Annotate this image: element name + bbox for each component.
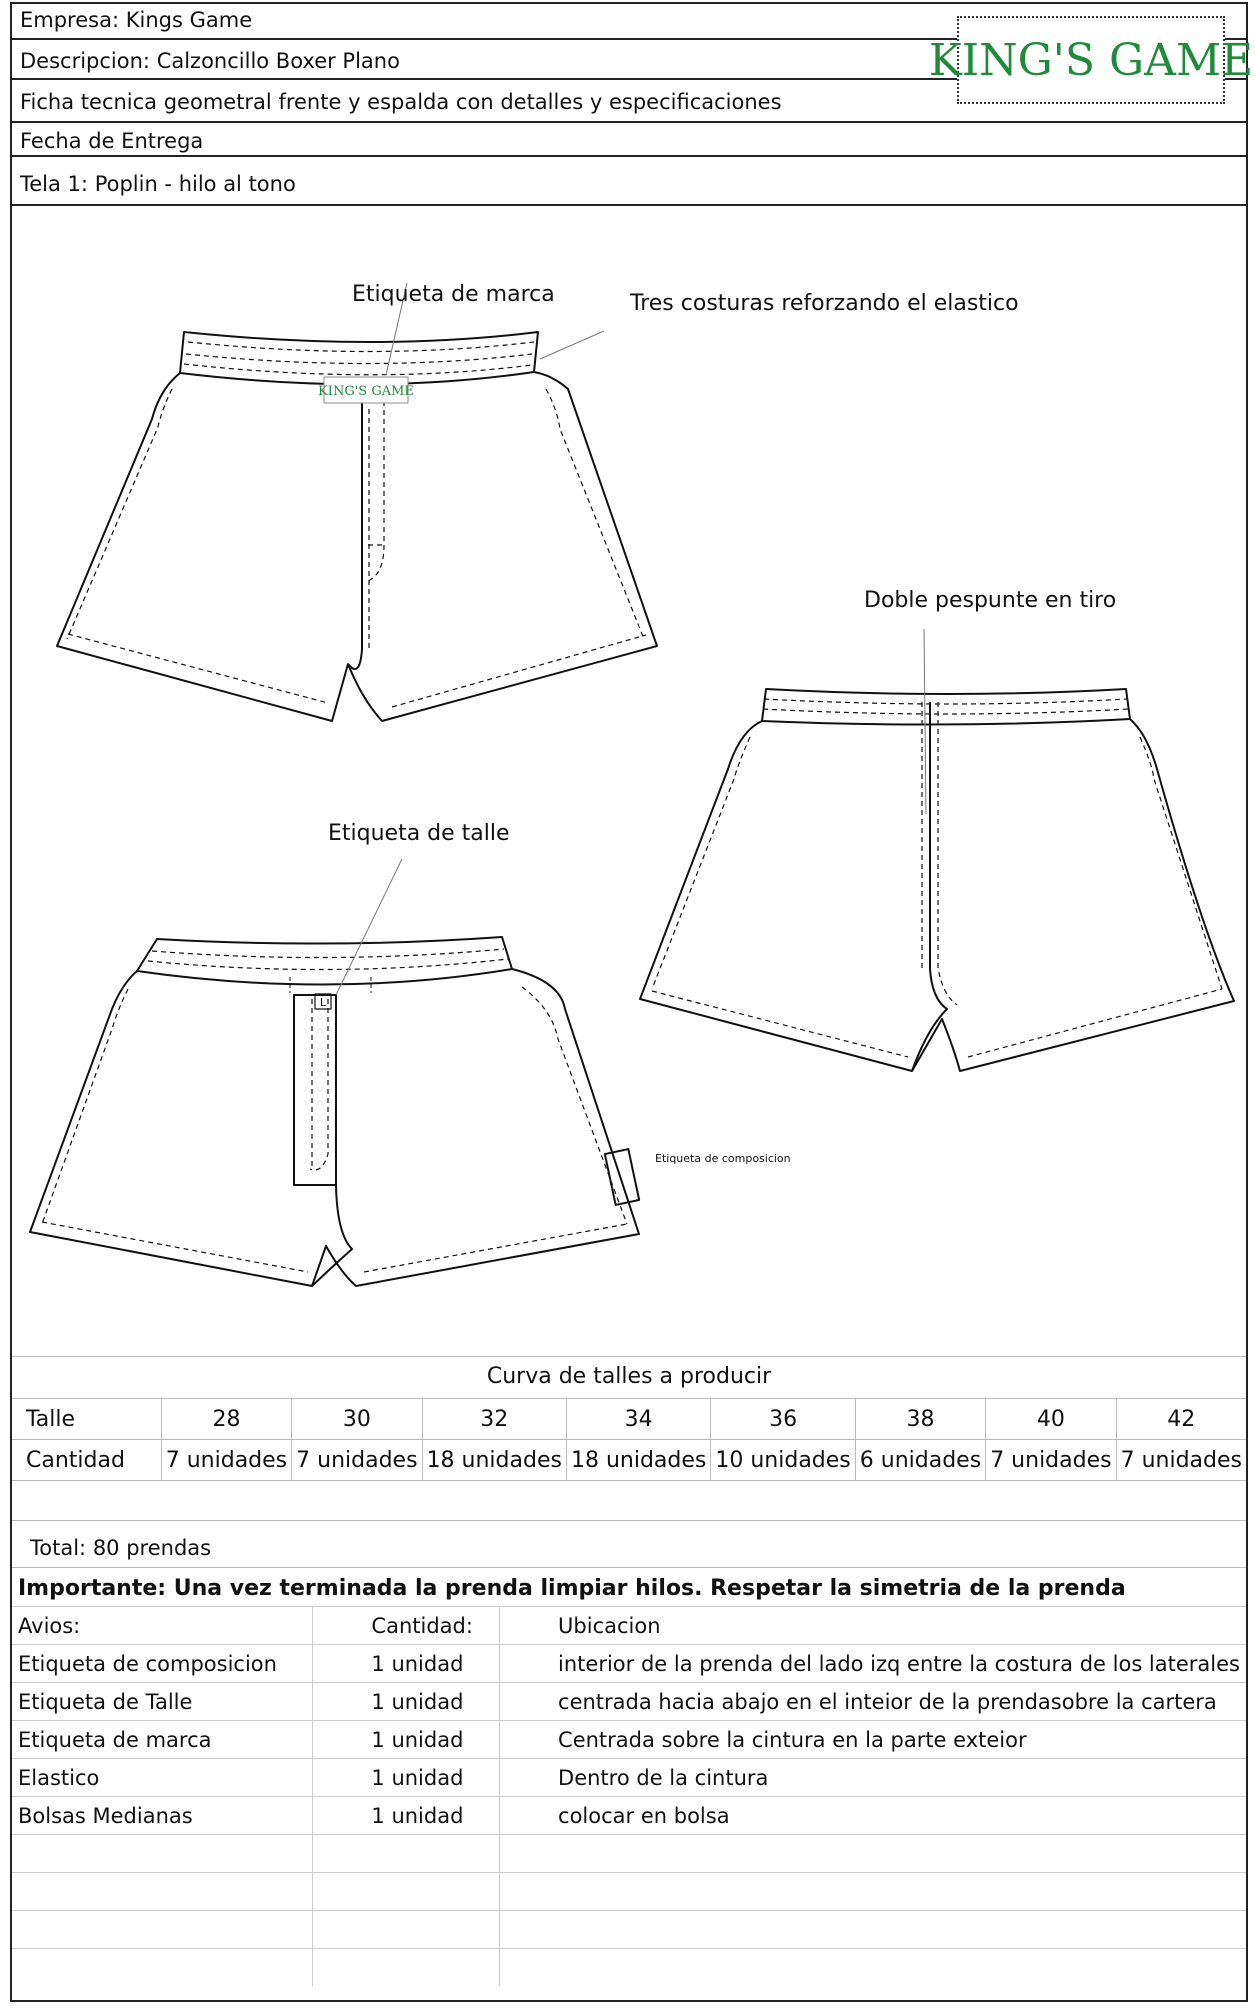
quantity-cell: 6 unidades [855, 1440, 985, 1481]
avios-empty-row [12, 1873, 1246, 1911]
quantity-row-label: Cantidad [12, 1440, 161, 1481]
front-open-view [30, 859, 639, 1286]
fabric-value: Poplin - hilo al tono [94, 172, 296, 196]
label-etiqueta-talle: Etiqueta de talle [328, 821, 510, 846]
avios-item: Etiqueta de marca [12, 1721, 313, 1759]
description-value: Calzoncillo Boxer Plano [156, 49, 400, 73]
delivery-date-label: Fecha de Entrega [20, 129, 204, 153]
size-curve-table [12, 1398, 1246, 1480]
avios-location: interior de la prenda del lado izq entre la costura de los laterales [500, 1645, 1246, 1683]
brand-logo [928, 16, 1254, 104]
size-cell: 34 [566, 1399, 710, 1440]
avios-header-row [12, 1607, 1246, 1645]
blank-row-divider [12, 1520, 1246, 1521]
quantity-cell: 18 unidades [422, 1440, 566, 1481]
size-cell: 36 [711, 1399, 855, 1440]
size-cell: 28 [161, 1399, 291, 1440]
garment-drawings [12, 209, 1246, 1359]
size-row-label: Talle [12, 1399, 161, 1440]
label-doble-pespunte: Doble pespunte en tiro [864, 588, 1117, 613]
quantity-cell: 10 unidades [711, 1440, 855, 1481]
avios-row [12, 1721, 1246, 1759]
company-label: Empresa: [20, 8, 120, 32]
quantity-cell: 18 unidades [566, 1440, 710, 1481]
ficha-text: Ficha tecnica geometral frente y espalda con detalles y especificaciones [20, 90, 782, 114]
avios-row [12, 1797, 1246, 1835]
avios-location: Centrada sobre la cintura en la parte exteior [500, 1721, 1246, 1759]
quantity-cell: 7 unidades [986, 1440, 1116, 1481]
blank-row [12, 1480, 1246, 1521]
delivery-date-row [12, 123, 1246, 157]
total-label: Total: [30, 1536, 87, 1560]
avios-location: centrada hacia abajo en el inteior de la prendasobre la cartera [500, 1683, 1246, 1721]
size-cell: 42 [1116, 1399, 1246, 1440]
avios-quantity: 1 unidad [313, 1721, 500, 1759]
fabric-label: Tela 1: [20, 172, 88, 196]
avios-item: Bolsas Medianas [12, 1797, 313, 1835]
total-line [30, 1536, 211, 1560]
tech-sheet [10, 2, 1254, 2002]
avios-header-location: Ubicacion [500, 1607, 1246, 1645]
label-etiqueta-composicion: Etiqueta de composicion [655, 1152, 791, 1165]
avios-item: Etiqueta de composicion [12, 1645, 313, 1683]
avios-quantity: 1 unidad [313, 1797, 500, 1835]
avios-empty-row [12, 1835, 1246, 1873]
avios-row [12, 1683, 1246, 1721]
avios-quantity: 1 unidad [313, 1759, 500, 1797]
label-tres-costuras: Tres costuras reforzando el elastico [630, 291, 1019, 316]
brand-logo-text: KING'S GAME [928, 34, 1254, 86]
avios-empty-row [12, 1949, 1246, 1987]
avios-item: Elastico [12, 1759, 313, 1797]
quantity-cell: 7 unidades [292, 1440, 422, 1481]
total-value: 80 prendas [92, 1536, 212, 1560]
size-row [12, 1399, 1246, 1440]
quantity-cell: 7 unidades [1116, 1440, 1246, 1481]
label-etiqueta-marca: Etiqueta de marca [352, 282, 555, 307]
avios-quantity: 1 unidad [313, 1683, 500, 1721]
avios-empty-row [12, 1911, 1246, 1949]
avios-quantity: 1 unidad [313, 1645, 500, 1683]
quantity-cell: 7 unidades [161, 1440, 291, 1481]
avios-row [12, 1759, 1246, 1797]
important-note: Importante: Una vez terminada la prenda limpiar hilos. Respetar la simetria de la prenda [12, 1567, 1246, 1607]
avios-item: Etiqueta de Talle [12, 1683, 313, 1721]
quantity-row [12, 1440, 1246, 1481]
avios-header-quantity: Cantidad: [313, 1607, 500, 1645]
back-view [640, 629, 1234, 1071]
size-cell: 30 [292, 1399, 422, 1440]
fabric-row [12, 157, 1246, 206]
front-view [57, 283, 657, 721]
size-cell: 32 [422, 1399, 566, 1440]
avios-location: colocar en bolsa [500, 1797, 1246, 1835]
size-curve-title: Curva de talles a producir [12, 1356, 1246, 1397]
boxer-illustrations [12, 209, 1246, 1359]
avios-table [12, 1606, 1246, 1986]
size-cell: 40 [986, 1399, 1116, 1440]
company-value: Kings Game [125, 8, 253, 32]
size-cell: 38 [855, 1399, 985, 1440]
avios-location: Dentro de la cintura [500, 1759, 1246, 1797]
avios-header-item: Avios: [12, 1607, 313, 1645]
avios-row [12, 1645, 1246, 1683]
svg-text:L: L [319, 996, 327, 1009]
description-label: Descripcion: [20, 49, 150, 73]
svg-text:KING'S GAME: KING'S GAME [318, 384, 414, 399]
